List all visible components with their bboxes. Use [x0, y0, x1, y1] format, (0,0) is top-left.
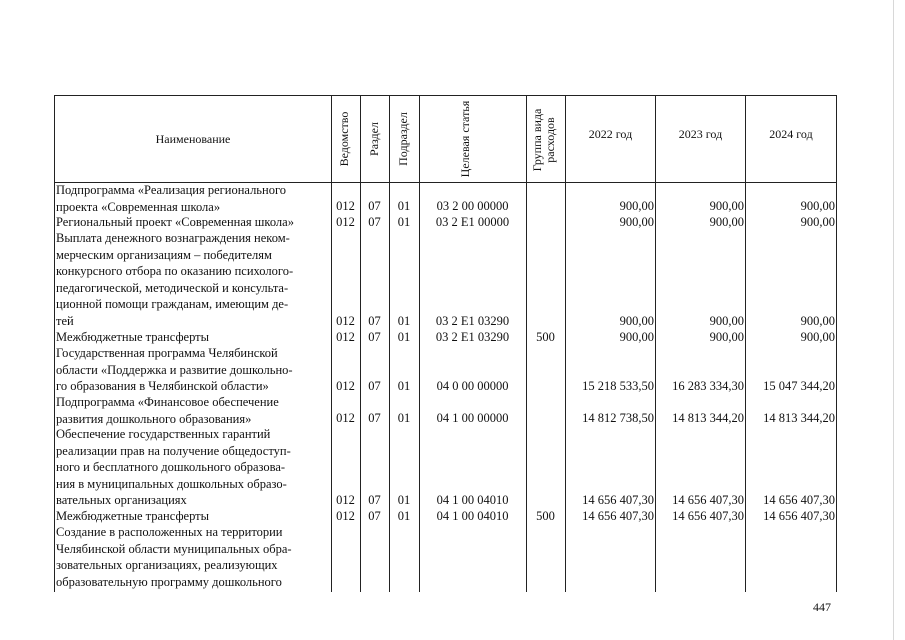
row-subsection: 01 [397, 493, 411, 507]
row-value-2023: 14 813 344,20 [672, 411, 744, 425]
row-name: Межбюджетные трансферты [56, 509, 210, 523]
row-value-2024: 900,00 [800, 199, 835, 213]
row-name: Региональный проект «Современная школа» [56, 215, 294, 229]
row-target-article: 03 2 E1 03290 [435, 314, 510, 328]
row-name: Подпрограмма «Финансовое обеспечение развития дошкольного образования» [56, 395, 279, 426]
row-value-2023: 14 656 407,30 [672, 493, 744, 507]
header-subsection: Подраздел [396, 112, 410, 166]
row-subsection: 01 [397, 330, 411, 344]
row-subsection: 01 [397, 411, 411, 425]
row-value-2024: 900,00 [800, 215, 835, 229]
row-value-2024: 14 813 344,20 [763, 411, 835, 425]
row-subsection: 01 [397, 379, 411, 393]
row-value-2022: 900,00 [619, 215, 654, 229]
row-section: 07 [368, 493, 381, 507]
row-value-2024: 14 656 407,30 [763, 493, 835, 507]
row-target-article: 04 1 00 00000 [436, 411, 509, 425]
row-value-2023: 900,00 [709, 199, 744, 213]
page-number: 447 [813, 600, 831, 614]
row-department: 012 [336, 379, 355, 393]
row-value-2022: 14 656 407,30 [582, 493, 654, 507]
row-value-2022: 14 812 738,50 [582, 411, 654, 425]
row-section: 07 [368, 215, 381, 229]
row-value-2023: 900,00 [709, 330, 744, 344]
row-name: Межбюджетные трансферты [56, 330, 210, 344]
row-value-2023: 14 656 407,30 [672, 509, 744, 523]
header-year-2023: 2023 год [678, 126, 723, 141]
row-value-2022: 900,00 [619, 199, 654, 213]
row-subsection: 01 [397, 509, 411, 523]
row-expense-group: 500 [536, 509, 555, 523]
header-name: Наименование [155, 131, 231, 146]
row-section: 07 [368, 330, 381, 344]
row-name: Обеспечение государственных гарантий реализации прав на получение общедоступ- ного и бесплатного дошкольного образова- ния в муниципальных дошкольных образо- вательных организациях [56, 427, 291, 507]
row-name: Подпрограмма «Реализация регионального проекта «Современная школа» [56, 183, 287, 214]
row-department: 012 [336, 215, 355, 229]
row-name: Создание в расположенных на территории Челябинской области муниципальных обра- зовательных организациях, реализующих образовательную программу дошкольного [56, 525, 292, 589]
row-value-2022: 15 218 533,50 [582, 379, 654, 393]
row-target-article: 04 1 00 04010 [436, 493, 509, 507]
row-section: 07 [368, 509, 381, 523]
row-name: Выплата денежного вознаграждения неком- мерческим организациям – победителям конкурсного отбора по оказанию психолого- педагогической, методической и консульта- ционной помощи гражданам, имеющим де- тей [56, 231, 294, 328]
row-section: 07 [368, 314, 381, 328]
row-value-2023: 16 283 334,30 [672, 379, 744, 393]
row-target-article: 04 1 00 04010 [436, 509, 509, 523]
row-value-2024: 900,00 [800, 314, 835, 328]
row-subsection: 01 [397, 314, 411, 328]
row-department: 012 [336, 199, 355, 213]
row-target-article: 03 2 00 00000 [436, 199, 509, 213]
row-value-2024: 15 047 344,20 [763, 379, 835, 393]
row-value-2022: 14 656 407,30 [582, 509, 654, 523]
row-section: 07 [368, 379, 381, 393]
row-value-2022: 900,00 [619, 314, 654, 328]
row-target-article: 03 2 E1 03290 [435, 330, 510, 344]
row-section: 07 [368, 199, 381, 213]
header-section: Раздел [367, 122, 381, 156]
row-section: 07 [368, 411, 381, 425]
row-subsection: 01 [397, 199, 411, 213]
header-department: Ведомство [337, 111, 351, 167]
row-department: 012 [336, 509, 355, 523]
header-year-2024: 2024 год [769, 126, 813, 141]
row-target-article: 03 2 E1 00000 [435, 215, 510, 229]
row-value-2023: 900,00 [709, 314, 744, 328]
row-value-2024: 900,00 [800, 330, 835, 344]
row-department: 012 [336, 330, 355, 344]
page-edge [893, 0, 894, 640]
row-value-2022: 900,00 [619, 330, 654, 344]
col-border [836, 95, 837, 592]
header-expense-group: Группа вида расходов [530, 108, 557, 172]
row-expense-group: 500 [536, 330, 555, 344]
row-value-2023: 900,00 [709, 215, 744, 229]
row-name: Государственная программа Челябинской области «Поддержка и развитие дошкольно- го образования в Челябинской области» [56, 346, 293, 393]
header-year-2022: 2022 год [588, 126, 633, 141]
row-subsection: 01 [397, 215, 411, 229]
row-department: 012 [336, 493, 355, 507]
row-target-article: 04 0 00 00000 [436, 379, 509, 393]
row-department: 012 [336, 314, 355, 328]
row-value-2024: 14 656 407,30 [763, 509, 835, 523]
header-target-article: Целевая статья [458, 100, 472, 178]
row-department: 012 [336, 411, 355, 425]
